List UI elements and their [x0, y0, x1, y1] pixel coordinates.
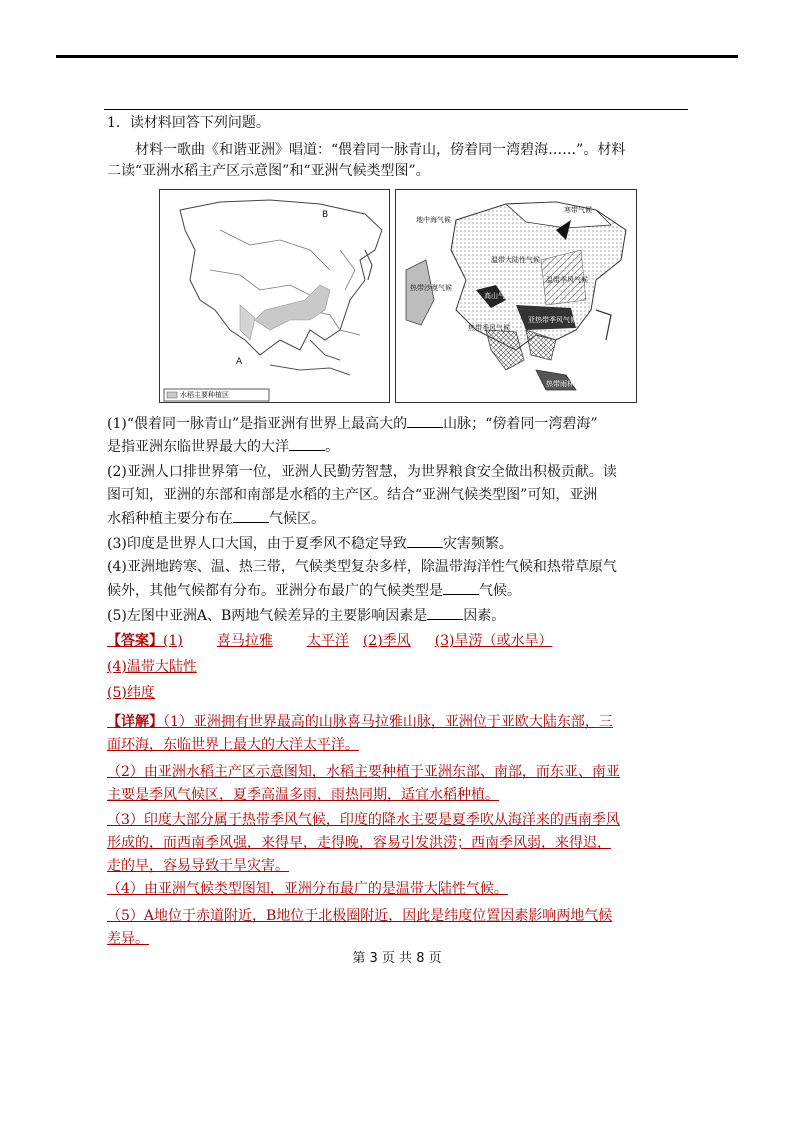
explain-4-line: （4）由亚洲气候类型图知，亚洲分布最广的是温带大陆性气候。 — [107, 881, 508, 897]
q3-line: (3)印度是世界人口大国，由于夏季风不稳定导致 灾害频繁。 — [107, 533, 513, 554]
label-desert: 热带沙漠气候 — [410, 284, 452, 292]
rice-legend-label: 水稻主要种植区 — [180, 391, 229, 399]
material-line-1: 材料一歌曲《和谐亚洲》唱道：“偎着同一脉青山，傍着同一湾碧海……”。材料 — [135, 142, 626, 158]
climate-map-drawing — [396, 190, 636, 402]
label-tropical-monsoon: 热带季风气候 — [468, 324, 510, 332]
answer-line-1: 【答案】(1) 喜马拉雅 太平洋 (2)季风 (3)旱涝（或水旱） — [107, 633, 553, 649]
q2-line-1: (2)亚洲人口排世界第一位，亚洲人民勤劳智慧，为世界粮食安全做出积极贡献。读 — [107, 464, 617, 480]
page-footer: 第 3 页 共 8 页 — [352, 951, 442, 966]
label-continental: 温带大陆性气候 — [491, 256, 540, 264]
climate-map — [395, 189, 637, 403]
label-rainforest: 热带雨林气候 — [546, 380, 588, 388]
label-highland: 高山气候 — [484, 292, 512, 300]
explain-1-line-2: 面环海，东临世界上最大的大洋太平洋。 — [107, 737, 359, 753]
label-temperate-monsoon: 温带季风气候 — [546, 276, 588, 284]
rice-map-drawing — [160, 190, 389, 402]
explain-5-line-1: （5）A地位于赤道附近，B地位于北极圈附近，因此是纬度位置因素影响两地气候 — [107, 908, 613, 924]
point-a-label: A — [236, 357, 243, 367]
label-cold: 寒带气候 — [564, 206, 592, 214]
label-subtropical-monsoon: 亚热带季风气候 — [528, 316, 577, 324]
q2-line-2: 图可知，亚洲的东部和南部是水稻的主产区。结合“亚洲气候类型图”可知，亚洲 — [107, 487, 598, 503]
question-rule — [104, 109, 688, 110]
rice-map — [159, 189, 390, 403]
explain-1-line-1: 【详解】（1）亚洲拥有世界最高的山脉喜马拉雅山脉，亚洲位于亚欧大陆东部，三 — [107, 714, 613, 730]
material-line-2: 二读“亚洲水稻主产区示意图”和“亚洲气候类型图”。 — [107, 163, 430, 179]
q2-line-3: 水稻种植主要分布在 气候区。 — [107, 508, 325, 529]
point-b-label: B — [322, 210, 329, 220]
explain-2-line-2: 主要是季风气候区，夏季高温多雨，雨热同期，适宜水稻种植。 — [107, 787, 499, 803]
q4-line-1: (4)亚洲地跨寒、温、热三带，气候类型复杂多样，除温带海洋性气候和热带草原气 — [107, 559, 617, 575]
answer-line-2: (4)温带大陆性 — [107, 659, 197, 675]
label-mediterranean: 地中海气候 — [416, 216, 451, 224]
q1-line-2: 是指亚洲东临世界最大的大洋 。 — [107, 436, 339, 457]
q1-line-1: (1)“偎着同一脉青山”是指亚洲有世界上最高大的 山脉；“傍着同一湾碧海” — [107, 413, 597, 434]
explain-5-line-2: 差异。 — [107, 931, 149, 947]
explain-3-line-1: （3）印度大部分属于热带季风气候，印度的降水主要是夏季吹从海洋来的西南季风 — [107, 812, 620, 828]
header-rule — [56, 55, 738, 58]
explain-3-line-2: 形成的，而西南季风强，来得早，走得晚，容易引发洪涝；西南季风弱，来得迟， — [107, 835, 611, 851]
answer-line-3: (5)纬度 — [107, 685, 155, 701]
q5-line: (5)左图中亚洲A、B两地气候差异的主要影响因素是 因素。 — [107, 605, 505, 626]
question-title: 1．读材料回答下列问题。 — [107, 115, 270, 131]
explain-3-line-3: 走的早，容易导致干旱灾害。 — [107, 858, 289, 874]
q4-line-2: 候外，其他气候都有分布。亚洲分布最广的气候类型是 气候。 — [107, 580, 521, 601]
explain-2-line-1: （2）由亚洲水稻主产区示意图知，水稻主要种植于亚洲东部、南部，而东亚、南亚 — [107, 764, 620, 780]
